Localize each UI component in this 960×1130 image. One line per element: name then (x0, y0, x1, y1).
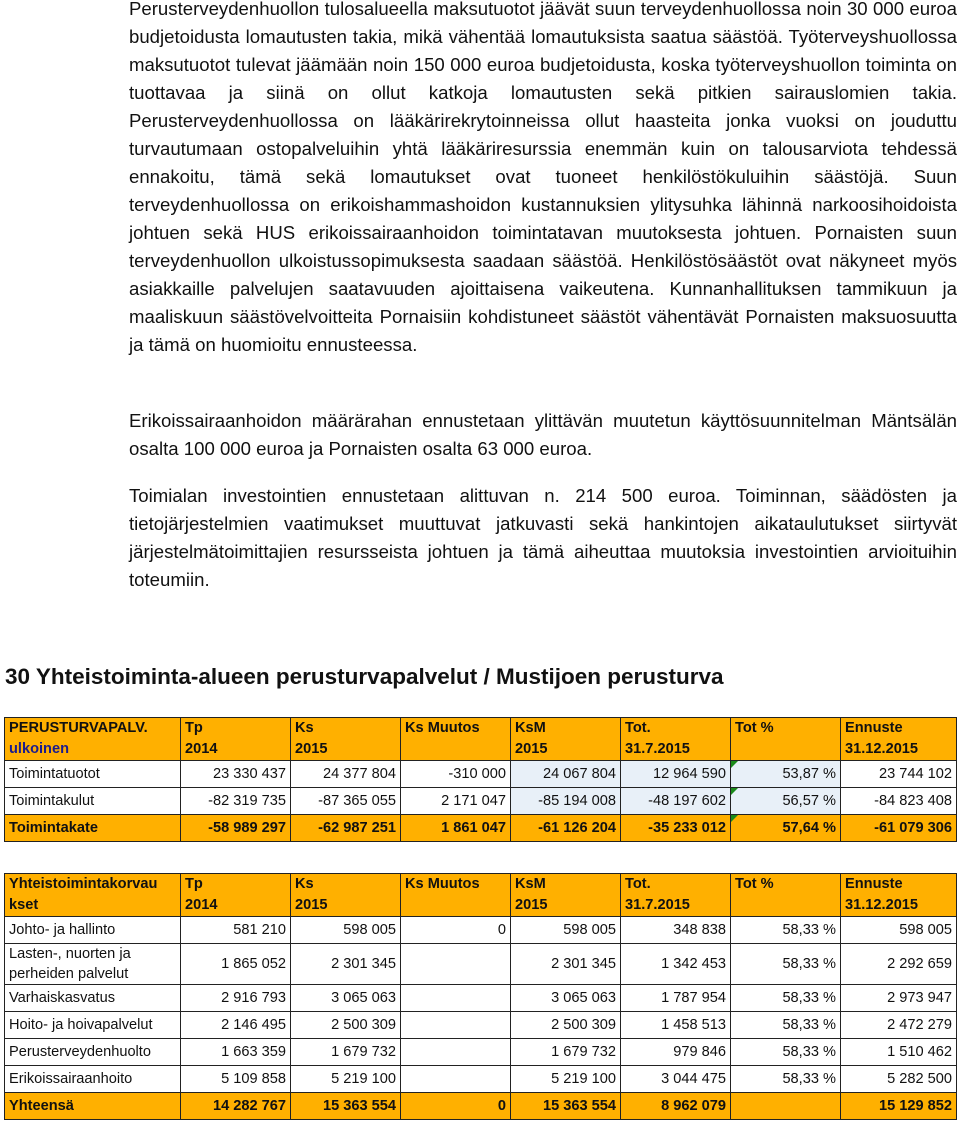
table-cell: -62 987 251 (291, 815, 401, 842)
table-cell: 57,64 % (731, 815, 841, 842)
table-cell: 5 109 858 (181, 1066, 291, 1093)
table-row (5, 1039, 957, 1066)
header-cell: Ennuste 31.12.2015 (841, 874, 957, 917)
table-row (5, 788, 957, 815)
table-cell: 2 171 047 (401, 788, 511, 815)
table-cell: 3 044 475 (621, 1066, 731, 1093)
table-cell: -310 000 (401, 761, 511, 788)
table-cell: 58,33 % (731, 1012, 841, 1039)
table-cell: -82 319 735 (181, 788, 291, 815)
table-cell: 14 282 767 (181, 1093, 291, 1120)
table-cell: -84 823 408 (841, 788, 957, 815)
table-cell: 58,33 % (731, 1066, 841, 1093)
table-total-row (5, 815, 957, 842)
table-cell: -61 079 306 (841, 815, 957, 842)
table-cell: 581 210 (181, 917, 291, 944)
table-cell: -35 233 012 (621, 815, 731, 842)
row-label: Lasten-, nuorten ja perheiden palvelut (5, 944, 181, 985)
row-label: Toimintatuotot (5, 761, 181, 788)
table-cell: 979 846 (621, 1039, 731, 1066)
table-row (5, 761, 957, 788)
row-label: Perusterveydenhuolto (5, 1039, 181, 1066)
header-cell: KsM 2015 (511, 874, 621, 917)
row-label: Hoito- ja hoivapalvelut (5, 1012, 181, 1039)
header-cell: Ks Muutos (401, 718, 511, 761)
row-label: Erikoissairaanhoito (5, 1066, 181, 1093)
table-cell: 12 964 590 (621, 761, 731, 788)
table-cell: 15 129 852 (841, 1093, 957, 1120)
table-cell: 598 005 (291, 917, 401, 944)
table-cell: 1 679 732 (291, 1039, 401, 1066)
table-cell: 2 146 495 (181, 1012, 291, 1039)
table-row (5, 917, 957, 944)
table-cell: 2 301 345 (511, 944, 621, 985)
table-total-row (5, 1093, 957, 1120)
table-cell: 58,33 % (731, 917, 841, 944)
header-cell: Tot. 31.7.2015 (621, 718, 731, 761)
table-header-row (5, 874, 957, 917)
perusturvapalvelut-table (4, 717, 957, 842)
table-cell: 2 292 659 (841, 944, 957, 985)
row-label: Johto- ja hallinto (5, 917, 181, 944)
table-cell: -48 197 602 (621, 788, 731, 815)
paragraph-erikoissairaanhoito: Erikoissairaanhoidon määrärahan ennustetaan ylittävän muutetun käyttösuunnitelman Mäntsälän osalta 100 000 euroa ja Pornaisten osalta 63 000 euroa. (129, 410, 957, 459)
table-row (5, 944, 957, 985)
table-cell: 58,33 % (731, 985, 841, 1012)
table-cell: 2 500 309 (511, 1012, 621, 1039)
table-cell: 53,87 % (731, 761, 841, 788)
table-cell: 5 219 100 (511, 1066, 621, 1093)
table-cell (401, 985, 511, 1012)
yhteistoimintakorvaukset-table (4, 873, 957, 1120)
table-cell: 3 065 063 (511, 985, 621, 1012)
table-header-row (5, 718, 957, 761)
table-cell: 1 342 453 (621, 944, 731, 985)
table-cell: 15 363 554 (511, 1093, 621, 1120)
table-cell: -58 989 297 (181, 815, 291, 842)
table-cell: 23 330 437 (181, 761, 291, 788)
table-cell: 0 (401, 917, 511, 944)
table-cell: 3 065 063 (291, 985, 401, 1012)
paragraph-investoinnit: Toimialan investointien ennustetaan alittuvan n. 214 500 euroa. Toiminnan, säädösten ja tietojärjestelmien vaatimukset muuttuvat jatkuvasti sekä hankintojen aikataulutukset siirtyvät järjestelmätoimittajien resursseista johtuen ja tämä aiheuttaa muutoksia investointien arvioituihin toteumiin. (129, 485, 957, 590)
header-cell: Tot. 31.7.2015 (621, 874, 731, 917)
table-cell (401, 944, 511, 985)
table-cell: 348 838 (621, 917, 731, 944)
table-cell: 1 458 513 (621, 1012, 731, 1039)
table-cell: 2 500 309 (291, 1012, 401, 1039)
table-cell: -87 365 055 (291, 788, 401, 815)
table-cell: 1 679 732 (511, 1039, 621, 1066)
table-cell: 598 005 (841, 917, 957, 944)
table-cell (401, 1039, 511, 1066)
header-cell: Tot % (731, 718, 841, 761)
table-cell: 2 916 793 (181, 985, 291, 1012)
table-cell: 598 005 (511, 917, 621, 944)
table-cell: 1 861 047 (401, 815, 511, 842)
table-cell: 0 (401, 1093, 511, 1120)
paragraph-perusterveydenhuolto: Perusterveydenhuollon tulosalueella maksutuotot jäävät suun terveydenhuollossa noin 30 000 euroa budjetoidusta lomautusten takia, mikä vähentää lomautuksista saatua säästöä. Työterveyshuollossa maksutuotot tulevat jäämään noin 150 000 euroa budjetoidusta, koska työterveyshuollon toiminta on tuottavaa ja siinä on ollut katkoja lomautusten sekä pitkien sairauslomien takia. Perusterveydenhuollossa on lääkärirekrytoinneissa ollut haasteita jonka vuoksi on jouduttu turvautumaan ostopalveluihin yhtä lääkäriresurssia enemmän kuin on talousarviota tehdessä ennakoitu, tämä sekä lomautukset ovat tuoneet henkilöstökuluihin säästöjä. Suun terveydenhuollossa on erikoishammashoidon kustannuksien ylitysuhka lähinnä narkoosihoidoista johtuen sekä HUS erikoissairaanhoidon toimintatavan muutoksesta johtuen. Pornaisten suun terveydenhuollon ulkoistussopimuksesta saadaan säästöä. Henkilöstösäästöt ovat näkyneet myös asiakkaille palvelujen saatavuuden ajoittaisena vaikeutena. Kunnanhallituksen tammikuun ja maaliskuun säästövelvoitteita Pornaisiin kohdistuneet säästöt vähentävät Pornaisten maksuosuutta ja tämä on huomioitu ennusteessa. (129, 0, 957, 355)
table-cell (401, 1066, 511, 1093)
row-label: Toimintakate (5, 815, 181, 842)
table-cell: 1 865 052 (181, 944, 291, 985)
table-cell: 1 787 954 (621, 985, 731, 1012)
table-cell: 58,33 % (731, 1039, 841, 1066)
table-cell: -85 194 008 (511, 788, 621, 815)
table-cell: -61 126 204 (511, 815, 621, 842)
table-cell: 5 219 100 (291, 1066, 401, 1093)
table-cell (401, 1012, 511, 1039)
table-cell: 5 282 500 (841, 1066, 957, 1093)
row-label: Varhaiskasvatus (5, 985, 181, 1012)
header-cell: Ennuste 31.12.2015 (841, 718, 957, 761)
table-cell (731, 1093, 841, 1120)
table-cell: 23 744 102 (841, 761, 957, 788)
header-cell: Yhteistoimintakorvau kset (5, 874, 181, 917)
header-cell: Tp 2014 (181, 874, 291, 917)
header-cell: Tp 2014 (181, 718, 291, 761)
table-cell: 15 363 554 (291, 1093, 401, 1120)
table-cell: 8 962 079 (621, 1093, 731, 1120)
section-heading: 30 Yhteistoiminta-alueen perusturvapalvelut / Mustijoen perusturva (5, 664, 724, 689)
header-cell: PERUSTURVAPALV. ulkoinen (5, 718, 181, 761)
table-cell: 24 377 804 (291, 761, 401, 788)
table-row (5, 1066, 957, 1093)
row-label: Yhteensä (5, 1093, 181, 1120)
table-cell: 2 301 345 (291, 944, 401, 985)
table-cell: 1 510 462 (841, 1039, 957, 1066)
table-cell: 56,57 % (731, 788, 841, 815)
header-cell: Tot % (731, 874, 841, 917)
table-row (5, 1012, 957, 1039)
header-cell: KsM 2015 (511, 718, 621, 761)
row-label: Toimintakulut (5, 788, 181, 815)
table-cell: 1 663 359 (181, 1039, 291, 1066)
table-row (5, 985, 957, 1012)
header-cell: Ks Muutos (401, 874, 511, 917)
header-cell: Ks 2015 (291, 718, 401, 761)
header-cell: Ks 2015 (291, 874, 401, 917)
table-cell: 24 067 804 (511, 761, 621, 788)
table-cell: 58,33 % (731, 944, 841, 985)
table-cell: 2 472 279 (841, 1012, 957, 1039)
table-cell: 2 973 947 (841, 985, 957, 1012)
